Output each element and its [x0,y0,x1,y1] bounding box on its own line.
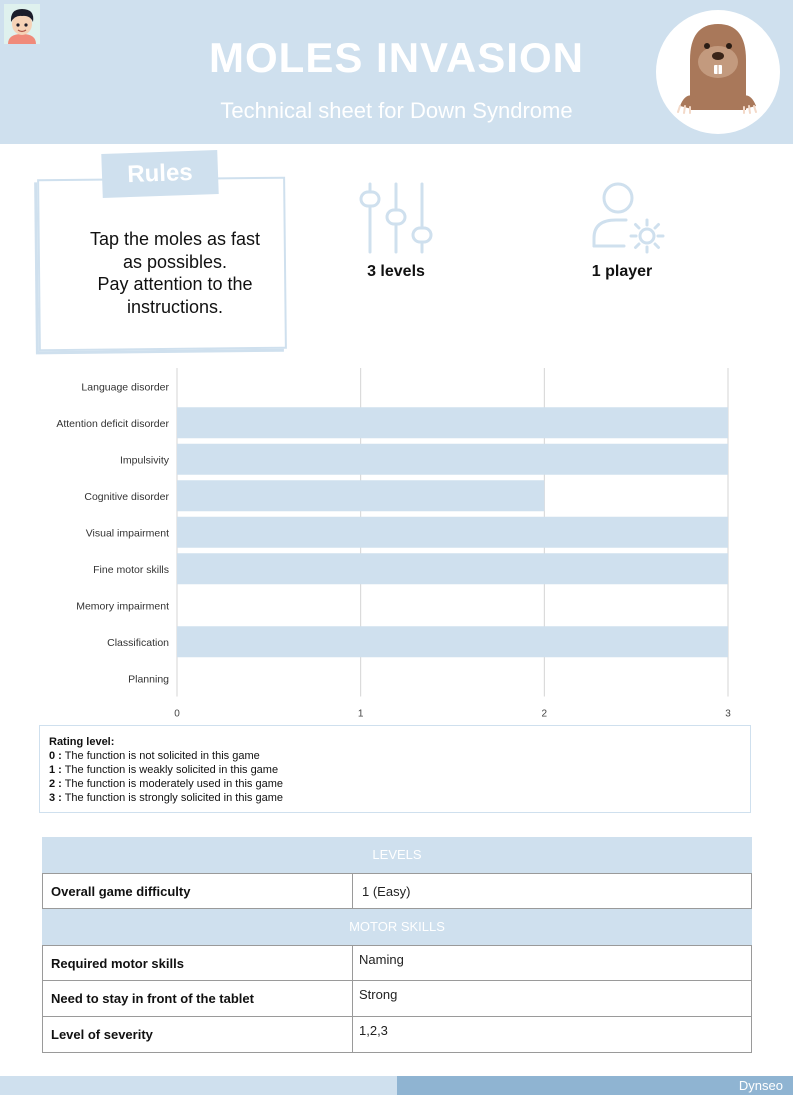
sliders-icon [356,180,436,256]
row-value: Naming [359,952,404,967]
legend-key: 2 : [49,778,62,790]
category-label: Attention deficit disorder [56,417,169,430]
legend-item [49,791,741,805]
table-row [42,945,752,981]
footer-bar-right [397,1076,793,1095]
row-value: Strong [359,987,398,1002]
legend-item [49,763,741,777]
rules-line: Tap the moles as fast [89,229,261,249]
x-tick-label: 2 [541,708,548,720]
mole-icon [656,10,780,134]
legend-key: 1 : [49,764,62,776]
bar [177,480,544,511]
row-label: Required motor skills [51,955,184,971]
footer-bar-left [0,1076,397,1095]
bar [177,444,728,475]
category-label: Fine motor skills [93,563,169,576]
legend-text: The function is not solicited in this game [61,750,260,762]
legend-key: 3 : [49,792,62,804]
row-label: Level of severity [51,1027,153,1042]
category-label: Planning [128,673,169,686]
x-tick-label: 3 [725,708,731,720]
mole-illustration [656,10,780,134]
bar [177,517,728,548]
legend-text: The function is moderately used in this game [61,778,283,790]
page-subtitle: Technical sheet for Down Syndrome [220,98,573,123]
row-label: Need to stay in front of the tablet [51,991,254,1006]
table-row [42,981,752,1017]
category-label: Impulsivity [119,454,169,467]
bar [177,407,728,438]
row-value: 1,2,3 [359,1023,388,1038]
rating-legend [39,725,751,813]
levels-count: 3 levels [367,263,425,280]
legend-text: The function is strongly solicited in this game [61,792,283,804]
legend-key: 0 : [49,750,62,762]
bar [177,626,728,657]
bar [177,553,728,584]
legend-title: Rating level: [49,736,115,748]
players-count: 1 player [591,263,653,280]
table-row [42,873,752,909]
rules-tab: Rules [101,150,218,198]
user-settings-icon [590,180,666,256]
rules-line: Pay attention to the [97,274,253,294]
rules-line: instructions. [126,296,224,317]
category-label: Cognitive disorder [84,490,169,503]
category-label: Classification [107,636,169,649]
rules-text [50,228,300,318]
legend-text: The function is weakly solicited in this game [61,764,279,776]
x-tick-label: 1 [357,708,364,720]
table-row [42,1017,752,1053]
page-title: MOLES INVASION [209,34,584,81]
legend-item [49,777,741,791]
motor-skills-section-header: MOTOR SKILLS [42,909,752,945]
solicitation-bar-chart [0,360,793,720]
rules-line: as possibles. [122,251,228,272]
x-tick-label: 0 [174,708,180,720]
row-value: 1 (Easy) [362,883,411,899]
category-label: Visual impairment [85,527,169,540]
row-label: Overall game difficulty [51,883,191,899]
header-banner [0,0,793,144]
category-label: Language disorder [81,381,169,394]
category-label: Memory impairment [76,600,169,613]
levels-section-header: LEVELS [42,837,752,873]
brand-logo: Dynseo [738,1078,783,1093]
legend-item [49,749,741,763]
